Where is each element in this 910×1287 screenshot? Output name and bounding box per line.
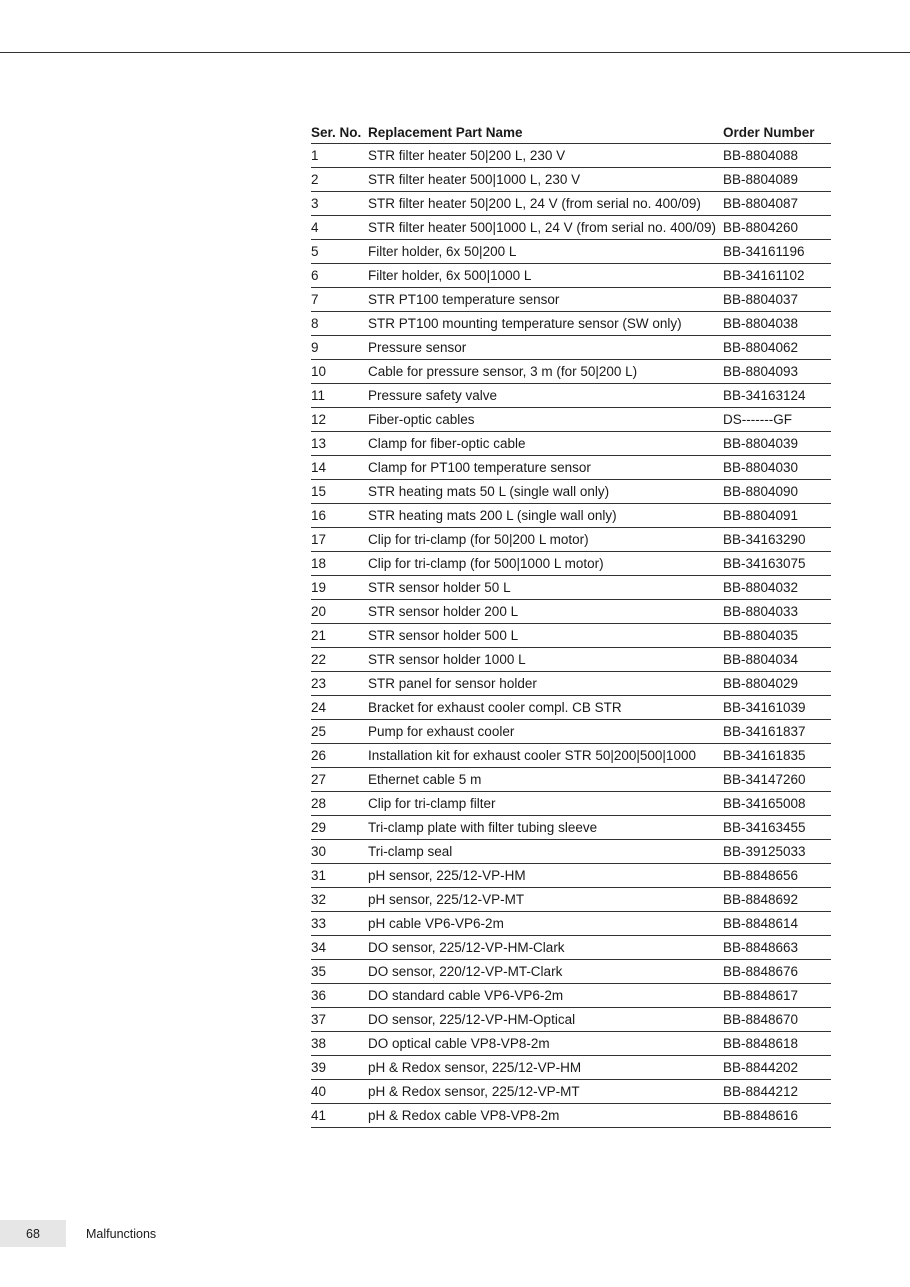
cell-part-name: Bracket for exhaust cooler compl. CB STR <box>368 696 723 720</box>
header-ser-no: Ser. No. <box>311 118 368 144</box>
table-row <box>311 168 831 192</box>
cell-part-name: STR filter heater 50|200 L, 230 V <box>368 144 723 168</box>
cell-part-name: Pressure sensor <box>368 336 723 360</box>
cell-order-number: BB-8848617 <box>723 984 831 1008</box>
cell-order-number: BB-8804062 <box>723 336 831 360</box>
cell-part-name: DO sensor, 225/12-VP-HM-Optical <box>368 1008 723 1032</box>
cell-part-name: STR filter heater 500|1000 L, 230 V <box>368 168 723 192</box>
table-row <box>311 672 831 696</box>
cell-order-number: DS-------GF <box>723 408 831 432</box>
cell-part-name: STR filter heater 500|1000 L, 24 V (from serial no. 400/09) <box>368 216 723 240</box>
cell-part-name: pH sensor, 225/12-VP-HM <box>368 864 723 888</box>
cell-order-number: BB-34161039 <box>723 696 831 720</box>
cell-ser-no: 26 <box>311 744 368 768</box>
cell-order-number: BB-8804039 <box>723 432 831 456</box>
cell-ser-no: 1 <box>311 144 368 168</box>
cell-ser-no: 40 <box>311 1080 368 1104</box>
cell-order-number: BB-34165008 <box>723 792 831 816</box>
cell-ser-no: 35 <box>311 960 368 984</box>
cell-order-number: BB-8804037 <box>723 288 831 312</box>
table-row <box>311 936 831 960</box>
cell-order-number: BB-8804033 <box>723 600 831 624</box>
cell-part-name: Tri-clamp seal <box>368 840 723 864</box>
cell-ser-no: 18 <box>311 552 368 576</box>
table-row <box>311 264 831 288</box>
cell-part-name: STR PT100 mounting temperature sensor (SW only) <box>368 312 723 336</box>
section-title: Malfunctions <box>86 1226 157 1241</box>
cell-order-number: BB-34161837 <box>723 720 831 744</box>
cell-order-number: BB-8804088 <box>723 144 831 168</box>
cell-order-number: BB-8848614 <box>723 912 831 936</box>
cell-part-name: Clamp for fiber-optic cable <box>368 432 723 456</box>
cell-ser-no: 25 <box>311 720 368 744</box>
cell-order-number: BB-39125033 <box>723 840 831 864</box>
cell-ser-no: 39 <box>311 1056 368 1080</box>
table-row <box>311 456 831 480</box>
cell-order-number: BB-8848676 <box>723 960 831 984</box>
cell-order-number: BB-8804038 <box>723 312 831 336</box>
cell-ser-no: 15 <box>311 480 368 504</box>
cell-part-name: STR panel for sensor holder <box>368 672 723 696</box>
cell-ser-no: 27 <box>311 768 368 792</box>
table-row <box>311 576 831 600</box>
table-row <box>311 744 831 768</box>
cell-part-name: Filter holder, 6x 50|200 L <box>368 240 723 264</box>
cell-ser-no: 16 <box>311 504 368 528</box>
table-row <box>311 240 831 264</box>
table-row <box>311 1008 831 1032</box>
cell-part-name: Clip for tri-clamp (for 50|200 L motor) <box>368 528 723 552</box>
cell-ser-no: 14 <box>311 456 368 480</box>
cell-order-number: BB-8804260 <box>723 216 831 240</box>
table-row <box>311 1056 831 1080</box>
cell-part-name: STR sensor holder 500 L <box>368 624 723 648</box>
cell-part-name: Clamp for PT100 temperature sensor <box>368 456 723 480</box>
cell-ser-no: 4 <box>311 216 368 240</box>
cell-order-number: BB-8804032 <box>723 576 831 600</box>
cell-part-name: pH & Redox sensor, 225/12-VP-MT <box>368 1080 723 1104</box>
cell-order-number: BB-8804089 <box>723 168 831 192</box>
cell-ser-no: 41 <box>311 1104 368 1128</box>
table-row <box>311 984 831 1008</box>
cell-part-name: Pump for exhaust cooler <box>368 720 723 744</box>
table-row <box>311 648 831 672</box>
cell-ser-no: 5 <box>311 240 368 264</box>
cell-order-number: BB-34163075 <box>723 552 831 576</box>
cell-ser-no: 31 <box>311 864 368 888</box>
cell-part-name: Clip for tri-clamp filter <box>368 792 723 816</box>
cell-part-name: Tri-clamp plate with filter tubing sleeve <box>368 816 723 840</box>
replacement-parts-table <box>311 118 831 1128</box>
cell-order-number: BB-8804093 <box>723 360 831 384</box>
cell-order-number: BB-8804030 <box>723 456 831 480</box>
table-row <box>311 864 831 888</box>
cell-part-name: STR sensor holder 50 L <box>368 576 723 600</box>
cell-part-name: STR sensor holder 200 L <box>368 600 723 624</box>
table-row <box>311 912 831 936</box>
table-row <box>311 696 831 720</box>
cell-part-name: pH sensor, 225/12-VP-MT <box>368 888 723 912</box>
cell-part-name: pH & Redox sensor, 225/12-VP-HM <box>368 1056 723 1080</box>
cell-order-number: BB-34161196 <box>723 240 831 264</box>
table-row <box>311 192 831 216</box>
table-row <box>311 552 831 576</box>
table-row <box>311 816 831 840</box>
table-row <box>311 432 831 456</box>
table-body <box>311 144 831 1128</box>
table-header-row <box>311 118 831 144</box>
table-row <box>311 144 831 168</box>
cell-part-name: DO sensor, 225/12-VP-HM-Clark <box>368 936 723 960</box>
cell-part-name: DO optical cable VP8-VP8-2m <box>368 1032 723 1056</box>
cell-part-name: pH cable VP6-VP6-2m <box>368 912 723 936</box>
cell-order-number: BB-8848670 <box>723 1008 831 1032</box>
table-row <box>311 888 831 912</box>
cell-ser-no: 34 <box>311 936 368 960</box>
table-row <box>311 1032 831 1056</box>
table-row <box>311 288 831 312</box>
cell-order-number: BB-8804091 <box>723 504 831 528</box>
cell-order-number: BB-8804035 <box>723 624 831 648</box>
table-row <box>311 408 831 432</box>
cell-ser-no: 20 <box>311 600 368 624</box>
cell-order-number: BB-8804034 <box>723 648 831 672</box>
header-order-number: Order Number <box>723 118 831 144</box>
cell-ser-no: 22 <box>311 648 368 672</box>
table-row <box>311 480 831 504</box>
cell-order-number: BB-34161102 <box>723 264 831 288</box>
table-row <box>311 1104 831 1128</box>
cell-ser-no: 2 <box>311 168 368 192</box>
cell-order-number: BB-34147260 <box>723 768 831 792</box>
cell-order-number: BB-8844202 <box>723 1056 831 1080</box>
cell-ser-no: 12 <box>311 408 368 432</box>
cell-part-name: Ethernet cable 5 m <box>368 768 723 792</box>
cell-order-number: BB-8848656 <box>723 864 831 888</box>
cell-order-number: BB-8804087 <box>723 192 831 216</box>
cell-part-name: STR PT100 temperature sensor <box>368 288 723 312</box>
cell-ser-no: 17 <box>311 528 368 552</box>
cell-order-number: BB-34163455 <box>723 816 831 840</box>
table-row <box>311 600 831 624</box>
cell-order-number: BB-8848616 <box>723 1104 831 1128</box>
cell-order-number: BB-34161835 <box>723 744 831 768</box>
cell-ser-no: 33 <box>311 912 368 936</box>
cell-part-name: Clip for tri-clamp (for 500|1000 L motor) <box>368 552 723 576</box>
cell-ser-no: 13 <box>311 432 368 456</box>
table-row <box>311 720 831 744</box>
cell-part-name: STR filter heater 50|200 L, 24 V (from serial no. 400/09) <box>368 192 723 216</box>
cell-ser-no: 8 <box>311 312 368 336</box>
header-part-name: Replacement Part Name <box>368 118 723 144</box>
table-row <box>311 312 831 336</box>
cell-part-name: Cable for pressure sensor, 3 m (for 50|200 L) <box>368 360 723 384</box>
cell-part-name: Installation kit for exhaust cooler STR 50|200|500|1000 <box>368 744 723 768</box>
cell-order-number: BB-8804029 <box>723 672 831 696</box>
cell-part-name: pH & Redox cable VP8-VP8-2m <box>368 1104 723 1128</box>
table-row <box>311 360 831 384</box>
cell-ser-no: 9 <box>311 336 368 360</box>
page-number: 68 <box>0 1220 66 1247</box>
cell-ser-no: 24 <box>311 696 368 720</box>
cell-ser-no: 37 <box>311 1008 368 1032</box>
cell-part-name: STR heating mats 50 L (single wall only) <box>368 480 723 504</box>
cell-part-name: DO sensor, 220/12-VP-MT-Clark <box>368 960 723 984</box>
table-row <box>311 528 831 552</box>
cell-order-number: BB-34163124 <box>723 384 831 408</box>
cell-ser-no: 23 <box>311 672 368 696</box>
cell-part-name: Pressure safety valve <box>368 384 723 408</box>
cell-part-name: STR heating mats 200 L (single wall only) <box>368 504 723 528</box>
cell-part-name: STR sensor holder 1000 L <box>368 648 723 672</box>
cell-order-number: BB-8848663 <box>723 936 831 960</box>
table-row <box>311 336 831 360</box>
cell-order-number: BB-8848692 <box>723 888 831 912</box>
table-row <box>311 216 831 240</box>
table-row <box>311 624 831 648</box>
cell-part-name: Fiber-optic cables <box>368 408 723 432</box>
header-rule <box>0 52 910 53</box>
cell-order-number: BB-8804090 <box>723 480 831 504</box>
cell-order-number: BB-34163290 <box>723 528 831 552</box>
cell-ser-no: 6 <box>311 264 368 288</box>
cell-order-number: BB-8844212 <box>723 1080 831 1104</box>
cell-ser-no: 10 <box>311 360 368 384</box>
table-row <box>311 768 831 792</box>
cell-ser-no: 7 <box>311 288 368 312</box>
cell-part-name: DO standard cable VP6-VP6-2m <box>368 984 723 1008</box>
table-row <box>311 504 831 528</box>
cell-ser-no: 32 <box>311 888 368 912</box>
cell-ser-no: 28 <box>311 792 368 816</box>
cell-ser-no: 38 <box>311 1032 368 1056</box>
cell-ser-no: 36 <box>311 984 368 1008</box>
cell-ser-no: 30 <box>311 840 368 864</box>
table-row <box>311 840 831 864</box>
cell-ser-no: 29 <box>311 816 368 840</box>
table-row <box>311 960 831 984</box>
cell-ser-no: 21 <box>311 624 368 648</box>
table-row <box>311 792 831 816</box>
table-row <box>311 384 831 408</box>
cell-ser-no: 19 <box>311 576 368 600</box>
cell-part-name: Filter holder, 6x 500|1000 L <box>368 264 723 288</box>
cell-ser-no: 11 <box>311 384 368 408</box>
table-row <box>311 1080 831 1104</box>
cell-order-number: BB-8848618 <box>723 1032 831 1056</box>
cell-ser-no: 3 <box>311 192 368 216</box>
